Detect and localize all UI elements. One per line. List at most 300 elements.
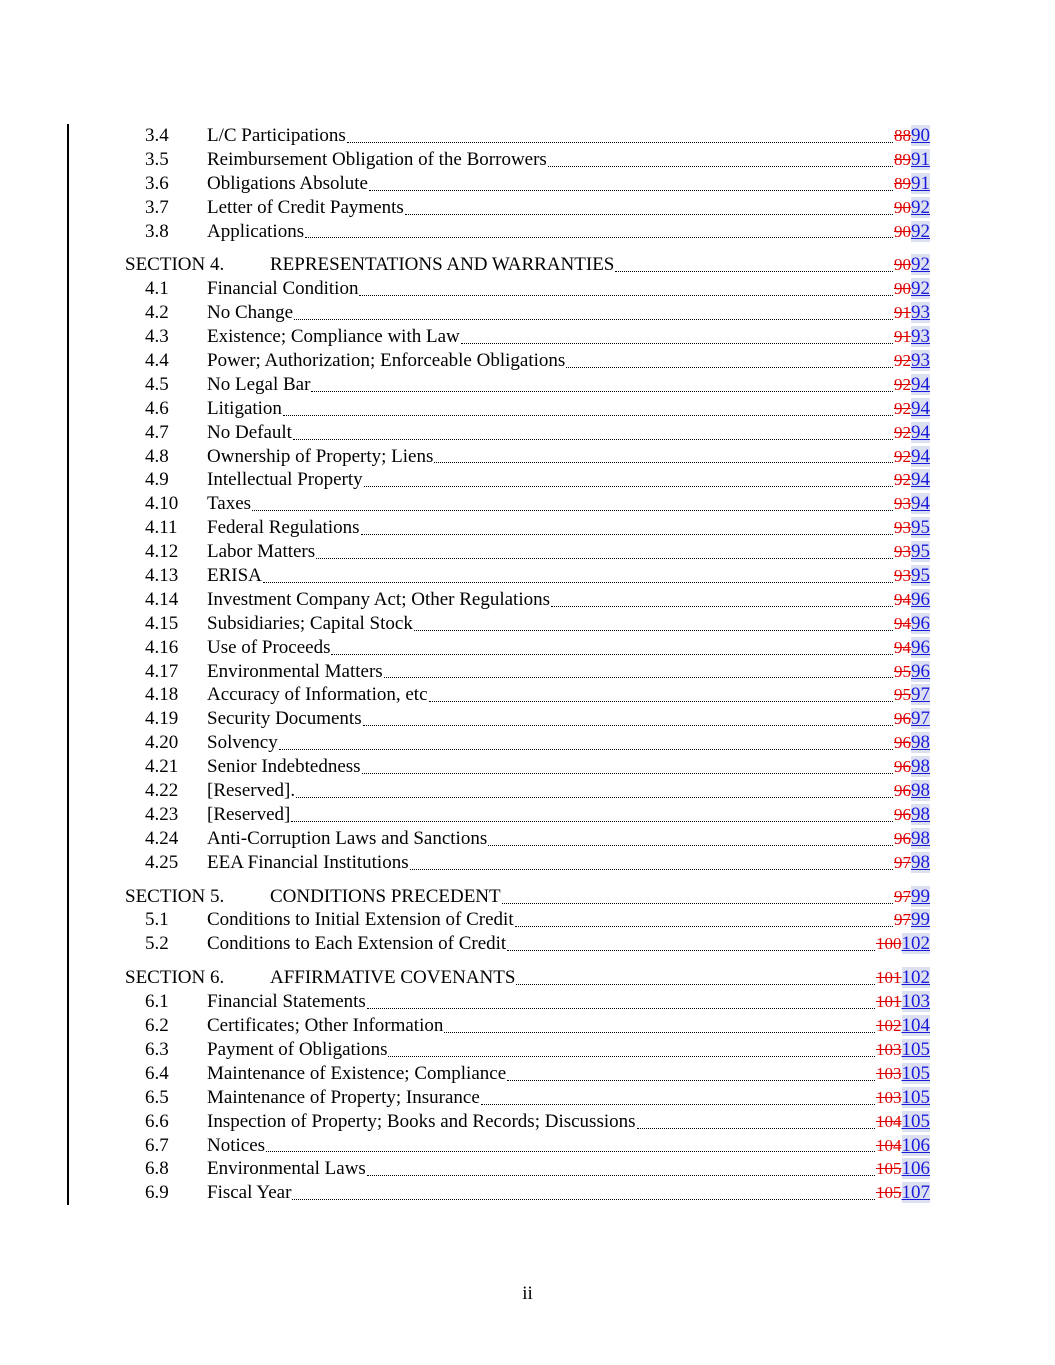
page-reference [894,755,930,779]
toc-entry[interactable] [0,990,1055,1014]
deleted-page-number: 103 [876,1063,902,1083]
dot-leader [515,925,893,927]
inserted-page-number-link[interactable]: 98 [911,732,930,754]
page-reference [894,277,930,301]
toc-entry-number: 4.23 [145,803,179,825]
toc-entry-title: Labor Matters [207,541,316,563]
page-reference [894,540,930,564]
revision-change-bar [67,990,69,1014]
toc-entry-number: 3.7 [145,196,169,218]
dot-leader [316,557,893,559]
dot-leader [347,141,893,143]
toc-entry[interactable] [0,349,1055,373]
revision-change-bar [67,1181,69,1205]
page-reference [894,707,930,731]
page-reference [894,349,930,373]
dot-leader [367,1007,875,1009]
revision-change-bar [67,1157,69,1181]
page-reference [894,124,930,148]
toc-entry-number: 4.6 [145,397,169,419]
deleted-page-number: 92 [894,446,911,466]
revision-change-bar [67,1134,69,1158]
toc-entry[interactable] [0,468,1055,492]
inserted-page-number-link[interactable]: 97 [911,708,930,730]
dot-leader [566,366,893,368]
revision-change-bar [67,492,69,516]
dot-leader [266,1150,875,1152]
dot-leader [502,902,893,904]
toc-entry[interactable] [0,660,1055,684]
toc-section-heading[interactable] [0,956,1055,990]
toc-entry-title: Solvency [207,732,278,754]
toc-entry-title: AFFIRMATIVE COVENANTS [270,967,516,989]
inserted-page-number-link[interactable]: 95 [911,565,930,587]
page-reference [894,612,930,636]
toc-entry-title: Maintenance of Property; Insurance [207,1086,480,1108]
toc-entry-number: 4.8 [145,445,169,467]
inserted-page-number-link[interactable]: 95 [911,541,930,563]
inserted-page-number-link[interactable]: 94 [911,373,930,395]
dot-leader [551,605,893,607]
inserted-page-number-link[interactable]: 94 [911,445,930,467]
revision-change-bar [67,301,69,325]
deleted-page-number: 101 [876,968,902,988]
inserted-page-number-link[interactable]: 93 [911,350,930,371]
toc-entry[interactable] [0,932,1055,956]
toc-entry-number: 3.6 [145,172,169,194]
dot-leader [507,949,875,951]
toc-entry-title: Environmental Matters [207,660,383,682]
dot-leader [283,414,893,416]
toc-entry-number: 4.12 [145,541,179,563]
dot-leader [637,1127,875,1129]
deleted-page-number: 96 [894,709,911,729]
toc-entry-title: Inspection of Property; Books and Records; Discussions [207,1110,636,1132]
toc-entry[interactable] [0,1157,1055,1181]
toc-entry-title: REPRESENTATIONS AND WARRANTIES [270,254,615,276]
toc-entry[interactable] [0,172,1055,196]
revision-change-bar [67,1038,69,1062]
deleted-page-number: 92 [894,374,911,394]
toc-entry[interactable] [0,779,1055,803]
dot-leader [292,1198,875,1200]
page-reference [876,1038,930,1062]
toc-section-heading[interactable] [0,875,1055,909]
toc-entry-number: 4.19 [145,708,179,730]
revision-change-bar [67,755,69,779]
toc-entry[interactable] [0,612,1055,636]
inserted-page-number-link[interactable]: 94 [911,469,930,491]
toc-entry[interactable] [0,516,1055,540]
inserted-page-number-link[interactable]: 95 [911,517,930,539]
inserted-page-number-link[interactable]: 96 [911,660,930,682]
toc-entry[interactable] [0,196,1055,220]
dot-leader [363,724,893,726]
page-reference [894,588,930,612]
deleted-page-number: 100 [876,934,902,954]
dot-leader [444,1031,875,1033]
toc-entry-number: 4.16 [145,636,179,658]
dot-leader [429,700,893,702]
toc-entry-title: Fiscal Year [207,1182,292,1204]
toc-entry[interactable] [0,1134,1055,1158]
toc-entry[interactable] [0,588,1055,612]
toc-entry-number: 4.9 [145,469,169,491]
revision-change-bar [67,243,69,277]
toc-entry[interactable] [0,445,1055,469]
inserted-page-number-link[interactable]: 94 [911,421,930,443]
toc-entry-number: 6.2 [145,1015,169,1037]
page-reference [894,660,930,684]
toc-entry-title: No Legal Bar [207,373,311,395]
revision-change-bar [67,1110,69,1134]
inserted-page-number-link[interactable]: 91 [911,172,930,194]
dot-leader [461,342,893,344]
toc-entry[interactable] [0,683,1055,707]
toc-entry-title: Letter of Credit Payments [207,196,404,218]
revision-change-bar [67,1014,69,1038]
revision-change-bar [67,1062,69,1086]
toc-entry[interactable] [0,827,1055,851]
deleted-page-number: 93 [894,494,911,514]
toc-entry-number: 4.10 [145,493,179,515]
revision-change-bar [67,875,69,909]
deleted-page-number: 104 [876,1111,902,1131]
deleted-page-number: 91 [894,303,911,323]
toc-entry-number: 4.11 [145,517,178,539]
inserted-page-number-link[interactable]: 91 [911,148,930,170]
toc-entry-number: 4.22 [145,780,179,802]
toc-entry-number: 5.1 [145,909,169,931]
dot-leader [291,820,893,822]
revision-change-bar [67,779,69,803]
inserted-page-number-link[interactable]: 96 [911,636,930,658]
deleted-page-number: 94 [894,613,911,633]
inserted-page-number-link[interactable]: 99 [911,885,930,907]
revision-change-bar [67,909,69,933]
inserted-page-number-link[interactable]: 106 [901,1158,930,1180]
toc-entry[interactable] [0,397,1055,421]
revision-change-bar [67,397,69,421]
toc-entry[interactable] [0,731,1055,755]
page-reference [894,851,930,875]
revision-change-bar [67,373,69,397]
deleted-page-number: 96 [894,804,911,824]
inserted-page-number-link[interactable]: 90 [911,124,930,146]
revision-change-bar [67,707,69,731]
toc-entry-number: SECTION 4. [125,254,225,276]
dot-leader [410,868,893,870]
deleted-page-number: 91 [894,327,911,347]
deleted-page-number: 89 [894,173,911,193]
toc-entry-number: 4.14 [145,588,179,610]
toc-entry[interactable] [0,564,1055,588]
page-reference [876,1086,930,1110]
inserted-page-number-link[interactable]: 105 [901,1110,930,1132]
toc-entry-title: CONDITIONS PRECEDENT [270,885,501,907]
revision-change-bar [67,803,69,827]
toc-entry[interactable] [0,492,1055,516]
page-reference [894,779,930,803]
toc-entry[interactable] [0,325,1055,349]
revision-change-bar [67,851,69,875]
toc-entry-title: Financial Condition [207,278,359,300]
toc-entry-number: 4.20 [145,732,179,754]
dot-leader [305,236,893,238]
revision-change-bar [67,124,69,148]
deleted-page-number: 102 [876,1016,902,1036]
deleted-page-number: 90 [894,279,911,299]
toc-entry-number: 6.5 [145,1086,169,1108]
toc-entry-number: 4.5 [145,373,169,395]
toc-section-heading[interactable] [0,243,1055,277]
revision-change-bar [67,196,69,220]
deleted-page-number: 94 [894,637,911,657]
page-reference [876,1062,930,1086]
deleted-page-number: 101 [876,992,902,1012]
revision-change-bar [67,660,69,684]
toc-entry-title: Conditions to Each Extension of Credit [207,933,507,955]
inserted-page-number-link[interactable]: 92 [911,196,930,218]
toc-entry-title: Accuracy of Information, etc [207,684,428,706]
inserted-page-number-link[interactable]: 105 [901,1086,930,1108]
dot-leader [369,189,893,191]
toc-entry[interactable] [0,148,1055,172]
page-reference [894,301,930,325]
inserted-page-number-link[interactable]: 96 [911,612,930,634]
deleted-page-number: 96 [894,733,911,753]
toc-entry-number: 6.4 [145,1062,169,1084]
toc-entry-number: 3.4 [145,124,169,146]
toc-entry-number: 6.3 [145,1038,169,1060]
dot-leader [367,1174,875,1176]
page-reference [876,1181,930,1205]
inserted-page-number-link[interactable]: 96 [911,588,930,610]
toc-entry-title: Obligations Absolute [207,172,368,194]
inserted-page-number-link[interactable]: 105 [901,1038,930,1060]
inserted-page-number-link[interactable]: 99 [911,909,930,931]
toc-entry-title: Maintenance of Existence; Compliance [207,1062,507,1084]
inserted-page-number-link[interactable]: 98 [911,827,930,849]
dot-leader [488,844,893,846]
deleted-page-number: 94 [894,589,911,609]
inserted-page-number-link[interactable]: 102 [901,933,930,955]
dot-leader [364,485,893,487]
deleted-page-number: 96 [894,757,911,777]
toc-entry[interactable] [0,707,1055,731]
toc-entry-number: 4.2 [145,302,169,324]
toc-entry[interactable] [0,755,1055,779]
dot-leader [548,165,893,167]
revision-change-bar [67,468,69,492]
toc-entry[interactable] [0,540,1055,564]
page-reference [876,966,930,990]
toc-entry-title: Investment Company Act; Other Regulations [207,588,551,610]
table-of-contents [0,124,1055,1205]
toc-entry[interactable] [0,803,1055,827]
revision-change-bar [67,636,69,660]
toc-entry-number: 4.4 [145,350,169,371]
toc-entry-number: 4.1 [145,278,169,300]
toc-entry-number: 4.7 [145,421,169,443]
revision-change-bar [67,932,69,956]
toc-entry[interactable] [0,851,1055,875]
deleted-page-number: 103 [876,1087,902,1107]
page-reference [876,1014,930,1038]
page-reference [894,803,930,827]
dot-leader [331,653,893,655]
toc-entry-number: 3.8 [145,220,169,242]
deleted-page-number: 95 [894,661,911,681]
toc-entry[interactable] [0,277,1055,301]
inserted-page-number-link[interactable]: 93 [911,302,930,324]
inserted-page-number-link[interactable]: 98 [911,851,930,873]
revision-change-bar [67,564,69,588]
toc-entry-title: Certificates; Other Information [207,1015,444,1037]
page-reference [894,683,930,707]
toc-entry-title: Financial Statements [207,991,366,1013]
page-reference [894,148,930,172]
toc-entry-title: Senior Indebtedness [207,756,361,778]
inserted-page-number-link[interactable]: 93 [911,326,930,348]
deleted-page-number: 90 [894,197,911,217]
deleted-page-number: 90 [894,255,911,275]
toc-entry[interactable] [0,1181,1055,1205]
toc-entry-title: [Reserved]. [207,780,296,802]
page-reference [876,932,930,956]
revision-change-bar [67,683,69,707]
deleted-page-number: 105 [876,1159,902,1179]
deleted-page-number: 89 [894,149,911,169]
dot-leader [516,983,875,985]
deleted-page-number: 92 [894,422,911,442]
deleted-page-number: 95 [894,685,911,705]
dot-leader [405,213,893,215]
page-reference [894,564,930,588]
toc-entry-number: 6.9 [145,1182,169,1204]
inserted-page-number-link[interactable]: 104 [901,1015,930,1037]
toc-entry-number: 4.18 [145,684,179,706]
toc-entry-number: 4.24 [145,827,179,849]
toc-entry-title: Taxes [207,493,252,515]
page-reference [894,885,930,909]
dot-leader [384,676,893,678]
inserted-page-number-link[interactable]: 105 [901,1062,930,1084]
page-reference [894,731,930,755]
toc-entry-number: 4.15 [145,612,179,634]
toc-entry[interactable] [0,301,1055,325]
dot-leader [252,509,893,511]
toc-entry-title: ERISA [207,565,262,587]
toc-entry-title: Existence; Compliance with Law [207,326,460,348]
toc-entry-title: Conditions to Initial Extension of Credit [207,909,514,931]
toc-entry-title: Subsidiaries; Capital Stock [207,612,413,634]
inserted-page-number-link[interactable]: 92 [911,220,930,242]
deleted-page-number: 92 [894,398,911,418]
toc-entry[interactable] [0,373,1055,397]
toc-entry[interactable] [0,421,1055,445]
toc-entry-title: Ownership of Property; Liens [207,445,434,467]
toc-entry[interactable] [0,1086,1055,1110]
page-reference [894,636,930,660]
toc-entry-title: EEA Financial Institutions [207,851,409,873]
toc-entry-number: 3.5 [145,148,169,170]
toc-entry[interactable] [0,220,1055,244]
toc-entry-title: No Default [207,421,292,443]
toc-entry-number: SECTION 6. [125,967,225,989]
toc-entry-title: Litigation [207,397,282,419]
dot-leader [296,796,893,798]
inserted-page-number-link[interactable]: 94 [911,397,930,419]
deleted-page-number: 105 [876,1183,902,1203]
toc-entry-number: 5.2 [145,933,169,955]
revision-change-bar [67,731,69,755]
toc-entry-title: Federal Regulations [207,517,360,539]
page-reference [894,196,930,220]
page-reference [894,445,930,469]
revision-change-bar [67,588,69,612]
revision-change-bar [67,349,69,373]
toc-entry-title: L/C Participations [207,124,346,146]
toc-entry[interactable] [0,124,1055,148]
page-reference [876,990,930,1014]
toc-entry[interactable] [0,1062,1055,1086]
inserted-page-number-link[interactable]: 102 [901,967,930,989]
dot-leader [359,294,893,296]
toc-entry-number: SECTION 5. [125,885,225,907]
deleted-page-number: 103 [876,1039,902,1059]
page-reference [894,397,930,421]
revision-change-bar [67,445,69,469]
dot-leader [388,1055,875,1057]
inserted-page-number-link[interactable]: 103 [901,991,930,1013]
page-reference [894,220,930,244]
toc-entry-number: 4.21 [145,756,179,778]
page-reference [894,253,930,277]
inserted-page-number-link[interactable]: 97 [911,684,930,706]
toc-entry[interactable] [0,1014,1055,1038]
toc-entry[interactable] [0,636,1055,660]
toc-entry-number: 6.6 [145,1110,169,1132]
inserted-page-number-link[interactable]: 98 [911,803,930,825]
toc-entry-title: Environmental Laws [207,1158,366,1180]
toc-entry-title: Notices [207,1134,266,1156]
toc-entry[interactable] [0,1038,1055,1062]
toc-entry[interactable] [0,1110,1055,1134]
deleted-page-number: 93 [894,566,911,586]
page-reference [894,908,930,932]
inserted-page-number-link[interactable]: 92 [911,278,930,300]
toc-entry-title: [Reserved] [207,803,291,825]
inserted-page-number-link[interactable]: 107 [901,1182,930,1204]
page-reference [876,1110,930,1134]
inserted-page-number-link[interactable]: 94 [911,493,930,515]
toc-entry-number: 6.1 [145,991,169,1013]
inserted-page-number-link[interactable]: 106 [901,1134,930,1156]
revision-change-bar [67,1086,69,1110]
deleted-page-number: 88 [894,125,911,145]
dot-leader [362,772,893,774]
revision-change-bar [67,827,69,851]
toc-entry-number: 4.3 [145,326,169,348]
revision-change-bar [67,325,69,349]
inserted-page-number-link[interactable]: 98 [911,756,930,778]
revision-change-bar [67,421,69,445]
toc-entry[interactable] [0,909,1055,933]
inserted-page-number-link[interactable]: 98 [911,780,930,802]
inserted-page-number-link[interactable]: 92 [911,254,930,276]
dot-leader [481,1103,875,1105]
